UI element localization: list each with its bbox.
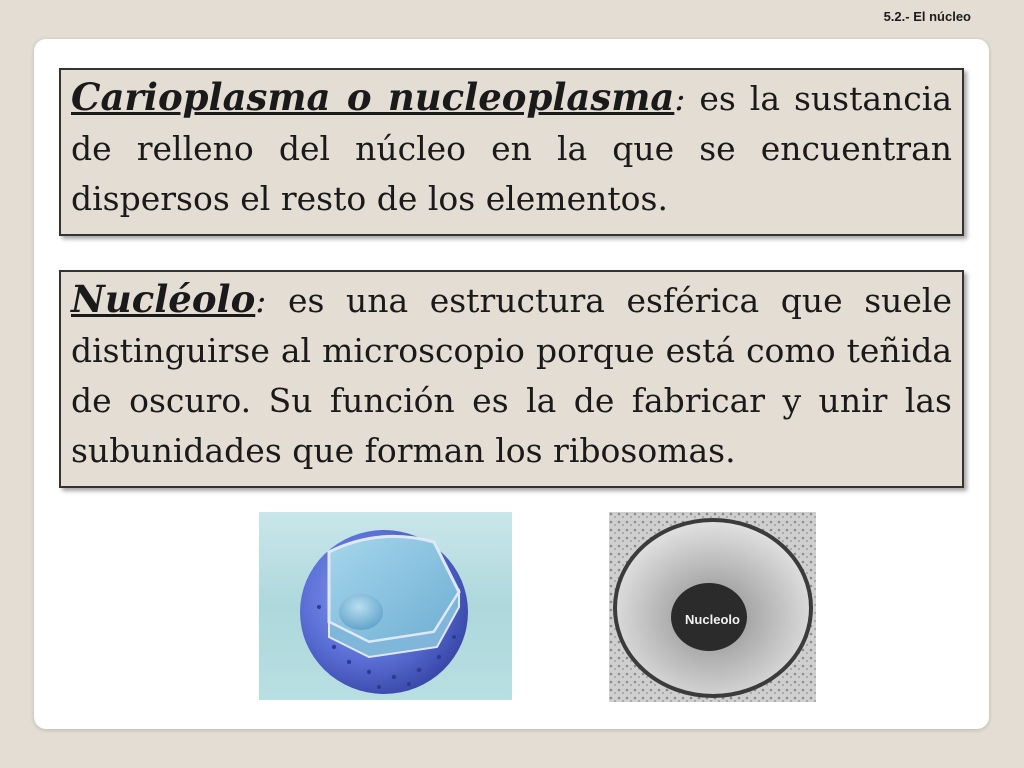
nucleolo-label: Nucleolo (685, 612, 740, 627)
micrograph-image (609, 512, 816, 702)
nucleus-illustration (259, 512, 512, 700)
nucleolus-dome (339, 594, 383, 630)
carioplasma-definition: es la sustancia de relleno del núcleo en la que se encuentran dispersos el resto de los elementos. (71, 79, 952, 218)
nucleolo-textbox (59, 270, 964, 488)
carioplasma-textbox (59, 68, 964, 236)
nucleolo-definition: es una estructura esférica que suele distinguirse al microscopio porque está como teñida de oscuro. Su función es la de fabricar y unir las subunidades que forman los ribosomas. (71, 281, 952, 470)
nucleolo-colon: : (255, 281, 267, 320)
carioplasma-colon: : (674, 79, 686, 118)
section-label: 5.2.- El núcleo (883, 9, 971, 24)
nucleolo-term: Nucléolo (71, 277, 256, 321)
micrograph-graphic (609, 512, 816, 702)
carioplasma-term: Carioplasma o nucleoplasma (71, 75, 675, 119)
nucleus-cutaway-graphic (259, 512, 512, 700)
